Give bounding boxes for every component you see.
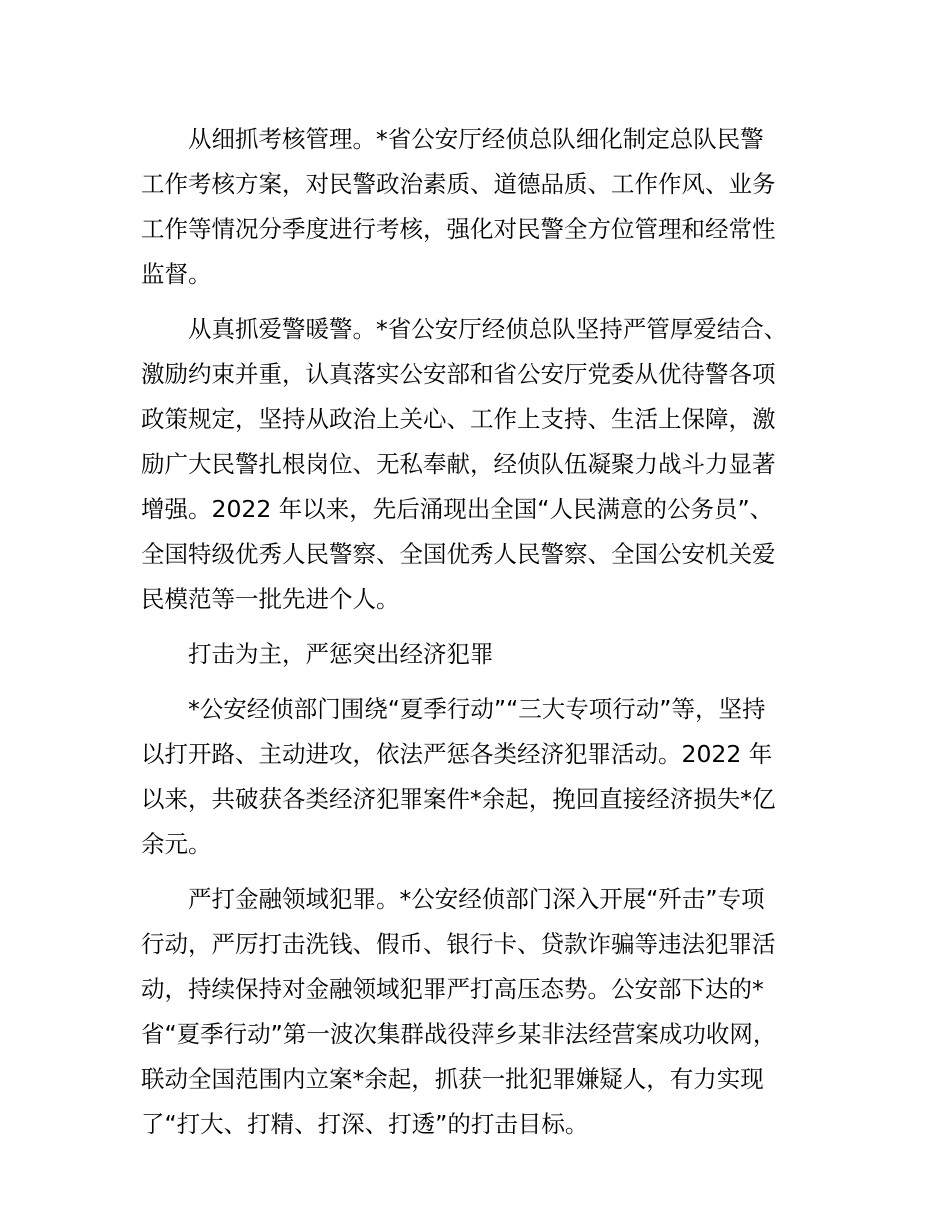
text-line: 励广大民警扎根岗位、无私奉献，经侦队伍凝聚力战斗力显著 [141,450,776,478]
text-line: 行动，严厉打击洗钱、假币、银行卡、贷款诈骗等违法犯罪活 [141,930,776,958]
text-line: 政策规定，坚持从政治上关心、工作上支持、生活上保障，激 [141,405,776,433]
text-line: 工作考核方案，对民警政治素质、道德品质、工作作风、业务 [141,170,776,198]
text-line: *公安经侦部门围绕“夏季行动”“三大专项行动”等，坚持 [188,695,766,723]
text-line: 以打开路、主动进攻，依法严惩各类经济犯罪活动。2022 年 [141,740,773,768]
paragraph-crackdown-overview [141,687,841,867]
section-heading-text: 打击为主，严惩突出经济犯罪 [188,640,494,668]
text-line: 以来，共破获各类经济犯罪案件*余起，挽回直接经济损失*亿 [141,785,776,813]
text-line: 联动全国范围内立案*余起，抓获一批犯罪嫌疑人，有力实现 [141,1065,764,1093]
paragraph-police-care [141,307,841,622]
text-line: 监督。 [141,260,212,288]
text-line: 激励约束并重，认真落实公安部和省公安厅党委从优待警各项 [141,360,776,388]
text-line: 余元。 [141,830,212,858]
text-line: 动，持续保持对金融领域犯罪严打高压态势。公安部下达的* [141,975,764,1003]
text-line: 全国特级优秀人民警察、全国优秀人民警察、全国公安机关爱 [141,540,776,568]
text-line: 省“夏季行动”第一波次集群战役萍乡某非法经营案成功收网， [141,1020,777,1048]
text-line: 从真抓爱警暖警。*省公安厅经侦总队坚持严管厚爱结合、 [188,315,788,343]
document-body [141,117,841,1147]
text-line: 民模范等一批先进个人。 [141,585,400,613]
text-line: 增强。2022 年以来，先后涌现出全国“人民满意的公务员”、 [141,495,774,523]
text-line: 严打金融领域犯罪。*公安经侦部门深入开展“歼击”专项 [188,885,765,913]
paragraph-assessment-management [141,117,841,297]
section-heading [141,632,841,677]
text-line: 了“打大、打精、打深、打透”的打击目标。 [141,1110,589,1138]
paragraph-financial-crime [141,877,841,1147]
text-line: 从细抓考核管理。*省公安厅经侦总队细化制定总队民警 [188,125,764,153]
text-line: 工作等情况分季度进行考核，强化对民警全方位管理和经常性 [141,215,776,243]
